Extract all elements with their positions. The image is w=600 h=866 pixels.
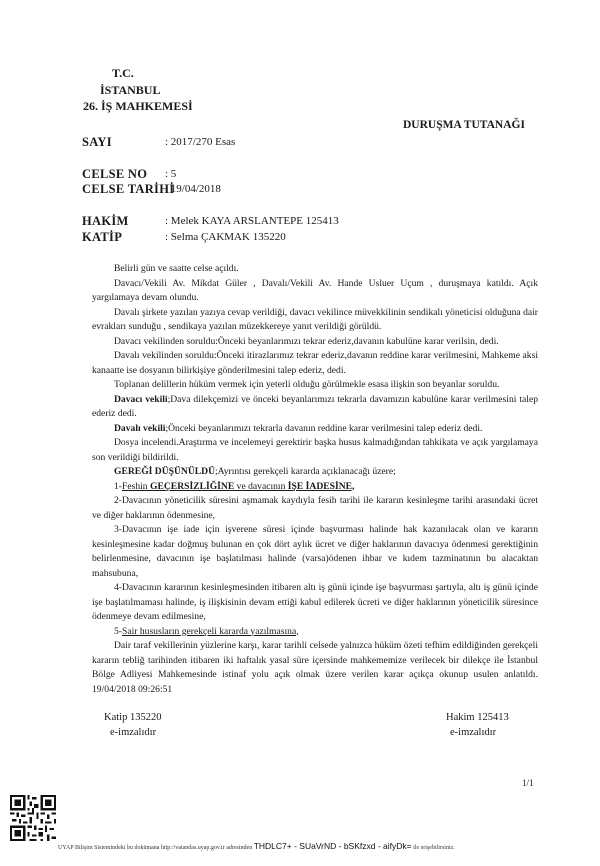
field-label-katip: KATİP	[82, 230, 123, 244]
judgment-item-2: 2-Davacının yöneticilik süresini aşmamak kaydıyla fesih tarihi ile kararın kesinleşme tarihi arasındaki ücret ve diğer haklarının ödenmesine,	[92, 495, 538, 521]
judge-signature: Hakim 125413	[446, 712, 509, 723]
hearing-body	[92, 262, 538, 697]
judgment-heading-text: ;Ayrıntısı gerekçeli kararda açıklanacağı üzere;	[215, 466, 396, 477]
field-label-sayi: SAYI	[82, 135, 112, 149]
paragraph-attendance: Davacı/Vekili Av. Mikdat Güler , Davalı/Vekili Av. Hande Usluer Uçum , duruşmaya katıldı. Açık yargılamaya devam olundu.	[92, 277, 538, 303]
paragraph-plaintiff-final	[92, 393, 538, 422]
clerk-e-signed: e-imzalıdır	[110, 727, 157, 738]
field-value-celse-tarihi: : 19/04/2018	[165, 183, 221, 195]
paragraph-appeal-notice: Dair taraf vekillerinin yüzlerine karşı, karar tarihli celsede yalnızca hüküm özeti tefhim edildiğinden gerekçeli kararın tebliğ tarihinden itibaren iki haftalık yasal süre içersinde mahkememize verilecek bir dilekçe ile İstanbul Bölge Adliyesi Mahkemesinde istinaf yolu açık olmak üzere verilen karar açıkça okunup usulen anlatıldı. 19/04/2018 09:26:51	[92, 640, 538, 695]
field-value-hakim: : Melek KAYA ARSLANTEPE 125413	[165, 215, 339, 227]
page-number: 1/1	[522, 778, 534, 788]
field-label-celse-tarihi: CELSE TARİHİ	[82, 182, 175, 196]
judgment-item-3: 3-Davacının işe iade için işverene süresi içinde başvurması halinde hak kazanılacak olan ve kararın kesinleşmesine kadar doğmuş bulunan en çok dört aylık ücret ve diğer haklarının davacıya ödenmesi gerektiğinin belirlenmesine, davacının işe başlatılması halinde (varsa)ödenen ihbar ve kıdem tazminatının bu alacaktan mahsubuna,	[92, 524, 538, 579]
paragraph-evidence: Davalı şirkete yazılan yazıya cevap verildiği, davacı vekilince müvekkilinin sendikalı yöneticisi olduğuna dair evrakları sunduğu , sendikaya yazılan müzekkereye yanıt verildiği görüldü.	[92, 306, 538, 332]
footer-suffix: ile erişebilirsiniz.	[413, 845, 455, 851]
paragraph-defendant-final	[92, 422, 538, 437]
court-line-2: İSTANBUL	[100, 83, 161, 97]
footer-text: UYAP Bilişim Sistemindeki bu dokümana http://vatandas.uyap.gov.tr adresinden	[58, 845, 253, 851]
court-line-3: 26. İŞ MAHKEMESİ	[83, 99, 193, 113]
paragraph-file-examined: Dosya incelendi.Araştırma ve incelemeyi gerektirir başka husus kalmadığından tahkikata ve açık yargılamaya son verildiği bildirildi.	[92, 437, 538, 463]
paragraph-judgment-heading	[92, 465, 538, 480]
field-label-celse-no: CELSE NO	[82, 167, 148, 181]
field-value-sayi: : 2017/270 Esas	[165, 136, 236, 148]
uyap-footer	[58, 841, 455, 851]
defendant-final-text: ;Önceki beyanlarımızı tekrarla davanın reddine karar verilmesini talep ederiz dedi.	[165, 422, 483, 434]
paragraph-defendant-statement: Davalı vekilinden soruldu:Önceki itirazlarımız tekrar ederiz,davanın reddine karar verilmesini, Mahkeme aksi kanaatte ise dosyanın bilirkişiye gönderilmesini talep ederiz, dedi.	[92, 350, 538, 376]
plaintiff-counsel-label: Davacı vekili	[114, 393, 168, 405]
judge-e-signed: e-imzalıdır	[450, 727, 497, 738]
qr-code-icon	[10, 795, 56, 841]
defendant-counsel-label: Davalı vekili	[114, 422, 166, 434]
paragraph-plaintiff-statement: Davacı vekilinden soruldu:Önceki beyanlarımızı tekrar ederiz,davanın kabulüne karar verilsin, dedi.	[114, 335, 499, 347]
verification-code: THDLC7+ - SUaVrND - bSKfzxd - aifyDk=	[253, 841, 412, 851]
field-value-katip: : Selma ÇAKMAK 135220	[165, 231, 286, 243]
judgment-item-5: 5-Sair hususların gerekçeli kararda yazılmasına,	[114, 625, 299, 637]
document-title: DURUŞMA TUTANAĞI	[403, 119, 525, 131]
paragraph-final-statements: Toplanan delillerin hüküm vermek için yeterli olduğu görülmekle esasa ilişkin son beyanlar soruldu.	[114, 379, 500, 390]
judgment-heading: GEREĞİ DÜŞÜNÜLDÜ	[114, 466, 216, 477]
clerk-signature: Katip 135220	[104, 712, 162, 723]
court-line-1: T.C.	[112, 66, 134, 80]
field-value-celse-no: : 5	[165, 168, 177, 180]
judgment-item-4: 4-Davacının kararının kesinleşmesinden itibaren altı iş günü içinde işe başvurması şartıyla, altı iş günü içinde işe başlatılmaması halinde, iş ilişkisinin devam ettiği kabul edilerek ücreti ve diğer haklarının yöneticilik süresince ödenmeye devam edilmesine,	[92, 582, 538, 622]
judgment-item-1: 1-Feshin GEÇERSİZLİĞİNE ve davacının İŞE İADESİNE,	[114, 480, 355, 492]
plaintiff-final-text: ;Dava dilekçemizi ve önceki beyanlarımızı tekrarla davamızın kabulüne karar verilmesini talep ederiz dedi.	[92, 393, 538, 419]
paragraph-opening: Belirli gün ve saatte celse açıldı.	[114, 263, 239, 274]
field-label-hakim: HAKİM	[82, 214, 129, 228]
